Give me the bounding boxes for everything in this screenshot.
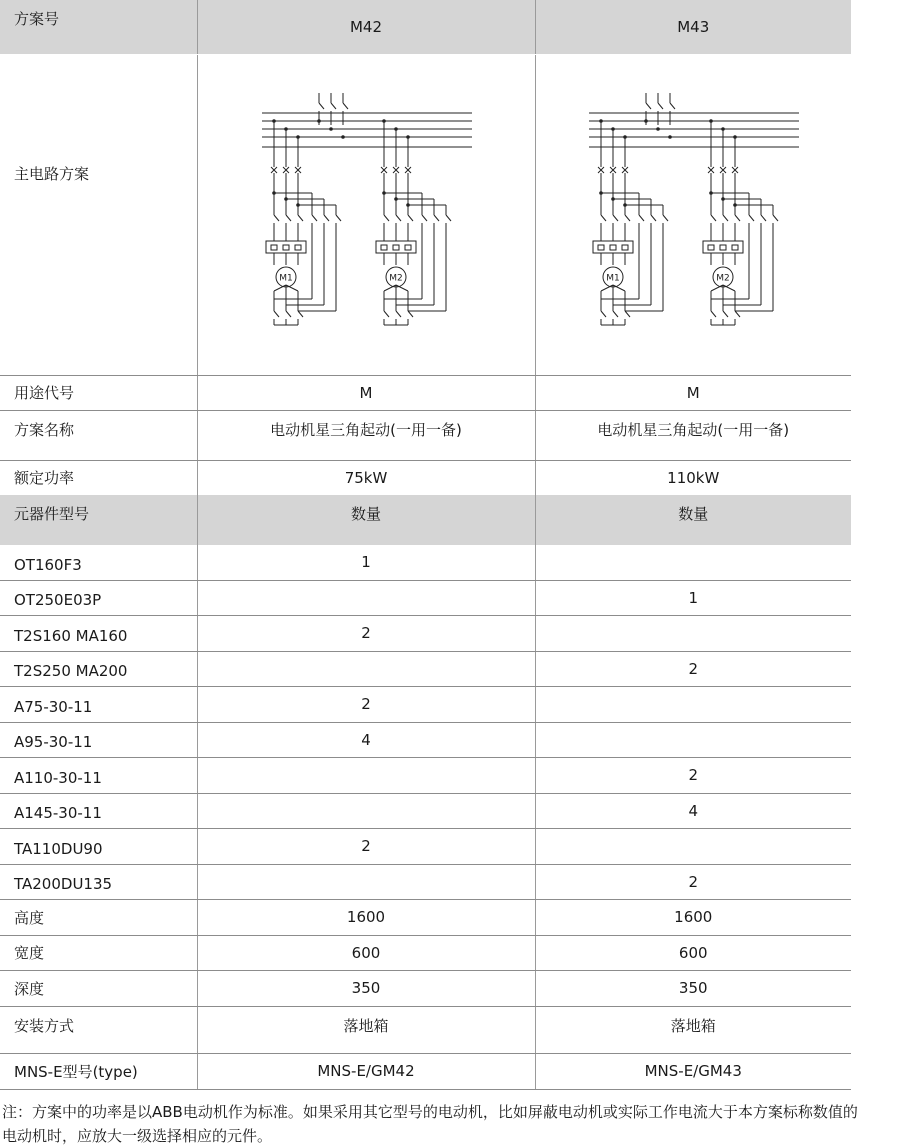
heater-element bbox=[271, 245, 277, 250]
thermal-relay bbox=[593, 241, 633, 253]
star-contact bbox=[396, 311, 401, 317]
contactor-contact bbox=[613, 215, 618, 221]
feeder-switch-contact bbox=[658, 103, 663, 109]
row-label: 安装方式 bbox=[0, 1006, 197, 1053]
thermal-relay bbox=[376, 241, 416, 253]
feeder-switch-contact bbox=[343, 103, 348, 109]
component-header-label: 元器件型号 bbox=[0, 495, 197, 545]
feeder-switch-contact bbox=[646, 103, 651, 109]
contactor-contact bbox=[773, 215, 778, 221]
component-row bbox=[0, 828, 851, 864]
star-contact bbox=[625, 311, 630, 317]
info-row bbox=[0, 375, 851, 410]
contactor-contact bbox=[408, 215, 413, 221]
contactor-contact bbox=[384, 215, 389, 221]
feeder-switch-contact bbox=[331, 103, 336, 109]
contactor-contact bbox=[711, 215, 716, 221]
winding-lead bbox=[711, 285, 723, 291]
install-row bbox=[0, 1006, 851, 1053]
heater-element bbox=[393, 245, 399, 250]
component-row bbox=[0, 722, 851, 757]
junction-dot bbox=[623, 203, 627, 207]
contactor-contact bbox=[336, 215, 341, 221]
circuit-diagram bbox=[198, 55, 536, 375]
junction-dot bbox=[644, 119, 648, 123]
row-label: 额定功率 bbox=[14, 469, 75, 488]
cell-m43: 1 bbox=[535, 580, 851, 615]
cell-m42: MNS-E/GM42 bbox=[197, 1053, 535, 1089]
winding-lead bbox=[601, 285, 613, 291]
heater-element bbox=[405, 245, 411, 250]
junction-dot bbox=[709, 191, 713, 195]
component-label: TA200DU135 bbox=[0, 864, 197, 899]
component-label: TA110DU90 bbox=[0, 828, 197, 864]
contactor-contact bbox=[446, 215, 451, 221]
row-label: MNS-E型号(type) bbox=[0, 1053, 197, 1089]
cell-m43 bbox=[535, 722, 851, 757]
junction-dot bbox=[317, 119, 321, 123]
contactor-contact bbox=[663, 215, 668, 221]
contactor-contact bbox=[274, 215, 279, 221]
component-row bbox=[0, 615, 851, 651]
cell-m43: 600 bbox=[535, 935, 851, 970]
cell-m42: 2 bbox=[197, 615, 535, 651]
component-label: A145-30-11 bbox=[0, 793, 197, 828]
contactor-contact bbox=[651, 215, 656, 221]
component-label: A95-30-11 bbox=[0, 722, 197, 757]
star-contact bbox=[613, 311, 618, 317]
winding-lead bbox=[384, 285, 396, 291]
cell-m42: 1600 bbox=[197, 899, 535, 935]
feeder-switch-contact bbox=[670, 103, 675, 109]
contactor-contact bbox=[286, 215, 291, 221]
component-header-row bbox=[0, 495, 851, 545]
cell-m43: M bbox=[535, 375, 851, 410]
contactor-contact bbox=[422, 215, 427, 221]
heater-element bbox=[622, 245, 628, 250]
junction-dot bbox=[341, 135, 345, 139]
info-row bbox=[0, 460, 851, 495]
cell-m42 bbox=[197, 651, 535, 686]
circuit-diagram bbox=[536, 55, 852, 375]
motor-label: M2 bbox=[388, 273, 403, 283]
cell-m43: 2 bbox=[535, 651, 851, 686]
cell-m43: MNS-E/GM43 bbox=[535, 1053, 851, 1089]
contactor-contact bbox=[396, 215, 401, 221]
row-label: 高度 bbox=[0, 899, 197, 935]
motor-label: M2 bbox=[715, 273, 730, 283]
cell-m42: 1 bbox=[197, 545, 535, 580]
junction-dot bbox=[382, 191, 386, 195]
star-contact bbox=[723, 311, 728, 317]
header-label: 方案号 bbox=[0, 0, 197, 54]
cell-m43: 电动机星三角起动(一用一备) bbox=[535, 410, 851, 460]
heater-element bbox=[720, 245, 726, 250]
winding-lead bbox=[396, 285, 408, 291]
junction-dot bbox=[611, 197, 615, 201]
contactor-contact bbox=[761, 215, 766, 221]
contactor-contact bbox=[312, 215, 317, 221]
cell-m43 bbox=[535, 828, 851, 864]
row-label: 用途代号 bbox=[0, 375, 197, 410]
contactor-contact bbox=[324, 215, 329, 221]
cell-m43 bbox=[535, 545, 851, 580]
component-label: OT160F3 bbox=[0, 545, 197, 580]
contactor-contact bbox=[434, 215, 439, 221]
cell-m42: 350 bbox=[197, 970, 535, 1006]
cell-m43: 1600 bbox=[535, 899, 851, 935]
cell-m43 bbox=[535, 615, 851, 651]
cell-m43: 350 bbox=[535, 970, 851, 1006]
cell-m43: 2 bbox=[535, 864, 851, 899]
junction-dot bbox=[668, 135, 672, 139]
winding-lead bbox=[274, 285, 286, 291]
component-row bbox=[0, 651, 851, 686]
component-label: A110-30-11 bbox=[0, 757, 197, 793]
heater-element bbox=[732, 245, 738, 250]
feeder-switch-contact bbox=[319, 103, 324, 109]
junction-dot bbox=[284, 197, 288, 201]
cell-m42: 电动机星三角起动(一用一备) bbox=[197, 410, 535, 460]
cell-m43: 4 bbox=[535, 793, 851, 828]
contactor-contact bbox=[723, 215, 728, 221]
footnote: 注：方案中的功率是以ABB电动机作为标准。如果采用其它型号的电动机，比如屏蔽电动机或实际工作电流大于本方案标称数值的电动机时，应放大一级选择相应的元件。 bbox=[2, 1103, 858, 1145]
circuit-diagram-m43 bbox=[535, 54, 851, 375]
component-label: T2S250 MA200 bbox=[0, 651, 197, 686]
junction-dot bbox=[656, 127, 660, 131]
junction-dot bbox=[272, 191, 276, 195]
component-label: A75-30-11 bbox=[0, 686, 197, 722]
type-row bbox=[0, 1053, 851, 1089]
scheme-m42: M42 bbox=[197, 0, 535, 54]
row-label: 方案名称 bbox=[0, 410, 197, 460]
heater-element bbox=[610, 245, 616, 250]
cell-m42: 2 bbox=[197, 686, 535, 722]
cell-m42 bbox=[197, 793, 535, 828]
contactor-contact bbox=[735, 215, 740, 221]
cell-m43: 110kW bbox=[535, 460, 851, 495]
star-contact bbox=[286, 311, 291, 317]
component-row bbox=[0, 580, 851, 615]
heater-element bbox=[283, 245, 289, 250]
contactor-contact bbox=[749, 215, 754, 221]
contactor-contact bbox=[625, 215, 630, 221]
motor-label: M1 bbox=[278, 273, 293, 283]
row-label: 深度 bbox=[0, 970, 197, 1006]
thermal-relay bbox=[266, 241, 306, 253]
component-row bbox=[0, 864, 851, 899]
junction-dot bbox=[394, 197, 398, 201]
cell-m43 bbox=[535, 686, 851, 722]
circuit-row bbox=[0, 54, 851, 375]
dimension-row bbox=[0, 899, 851, 935]
component-row bbox=[0, 793, 851, 828]
winding-lead bbox=[723, 285, 735, 291]
row-label: 宽度 bbox=[0, 935, 197, 970]
quantity-header-m43: 数量 bbox=[535, 495, 851, 545]
junction-dot bbox=[733, 203, 737, 207]
junction-dot bbox=[329, 127, 333, 131]
component-row bbox=[0, 686, 851, 722]
cell-m42: 4 bbox=[197, 722, 535, 757]
cell-m42: 落地箱 bbox=[197, 1006, 535, 1053]
circuit-label: 主电路方案 bbox=[0, 54, 197, 375]
star-contact bbox=[274, 311, 279, 317]
cell-m42: M bbox=[197, 375, 535, 410]
circuit-diagram-m42 bbox=[197, 54, 535, 375]
cell-m42: 600 bbox=[197, 935, 535, 970]
star-contact bbox=[408, 311, 413, 317]
component-row bbox=[0, 545, 851, 580]
star-contact bbox=[601, 311, 606, 317]
scheme-m43: M43 bbox=[535, 0, 851, 54]
component-row bbox=[0, 757, 851, 793]
winding-lead bbox=[286, 285, 298, 291]
cell-m42 bbox=[197, 757, 535, 793]
cell-m42: 75kW bbox=[197, 460, 535, 495]
junction-dot bbox=[296, 203, 300, 207]
cell-m43: 2 bbox=[535, 757, 851, 793]
winding-lead bbox=[613, 285, 625, 291]
quantity-header-m42: 数量 bbox=[197, 495, 535, 545]
star-contact bbox=[711, 311, 716, 317]
header-row bbox=[0, 0, 851, 54]
junction-dot bbox=[406, 203, 410, 207]
thermal-relay bbox=[703, 241, 743, 253]
component-label: T2S160 MA160 bbox=[0, 615, 197, 651]
cell-m42 bbox=[197, 864, 535, 899]
star-contact bbox=[735, 311, 740, 317]
motor-label: M1 bbox=[605, 273, 620, 283]
star-contact bbox=[298, 311, 303, 317]
component-label: OT250E03P bbox=[0, 580, 197, 615]
heater-element bbox=[295, 245, 301, 250]
star-contact bbox=[384, 311, 389, 317]
cell-m43: 落地箱 bbox=[535, 1006, 851, 1053]
junction-dot bbox=[721, 197, 725, 201]
heater-element bbox=[381, 245, 387, 250]
dimension-row bbox=[0, 970, 851, 1006]
contactor-contact bbox=[601, 215, 606, 221]
cell-m42: 2 bbox=[197, 828, 535, 864]
contactor-contact bbox=[298, 215, 303, 221]
heater-element bbox=[708, 245, 714, 250]
contactor-contact bbox=[639, 215, 644, 221]
junction-dot bbox=[599, 191, 603, 195]
heater-element bbox=[598, 245, 604, 250]
dimension-row bbox=[0, 935, 851, 970]
info-row bbox=[0, 410, 851, 460]
cell-m42 bbox=[197, 580, 535, 615]
